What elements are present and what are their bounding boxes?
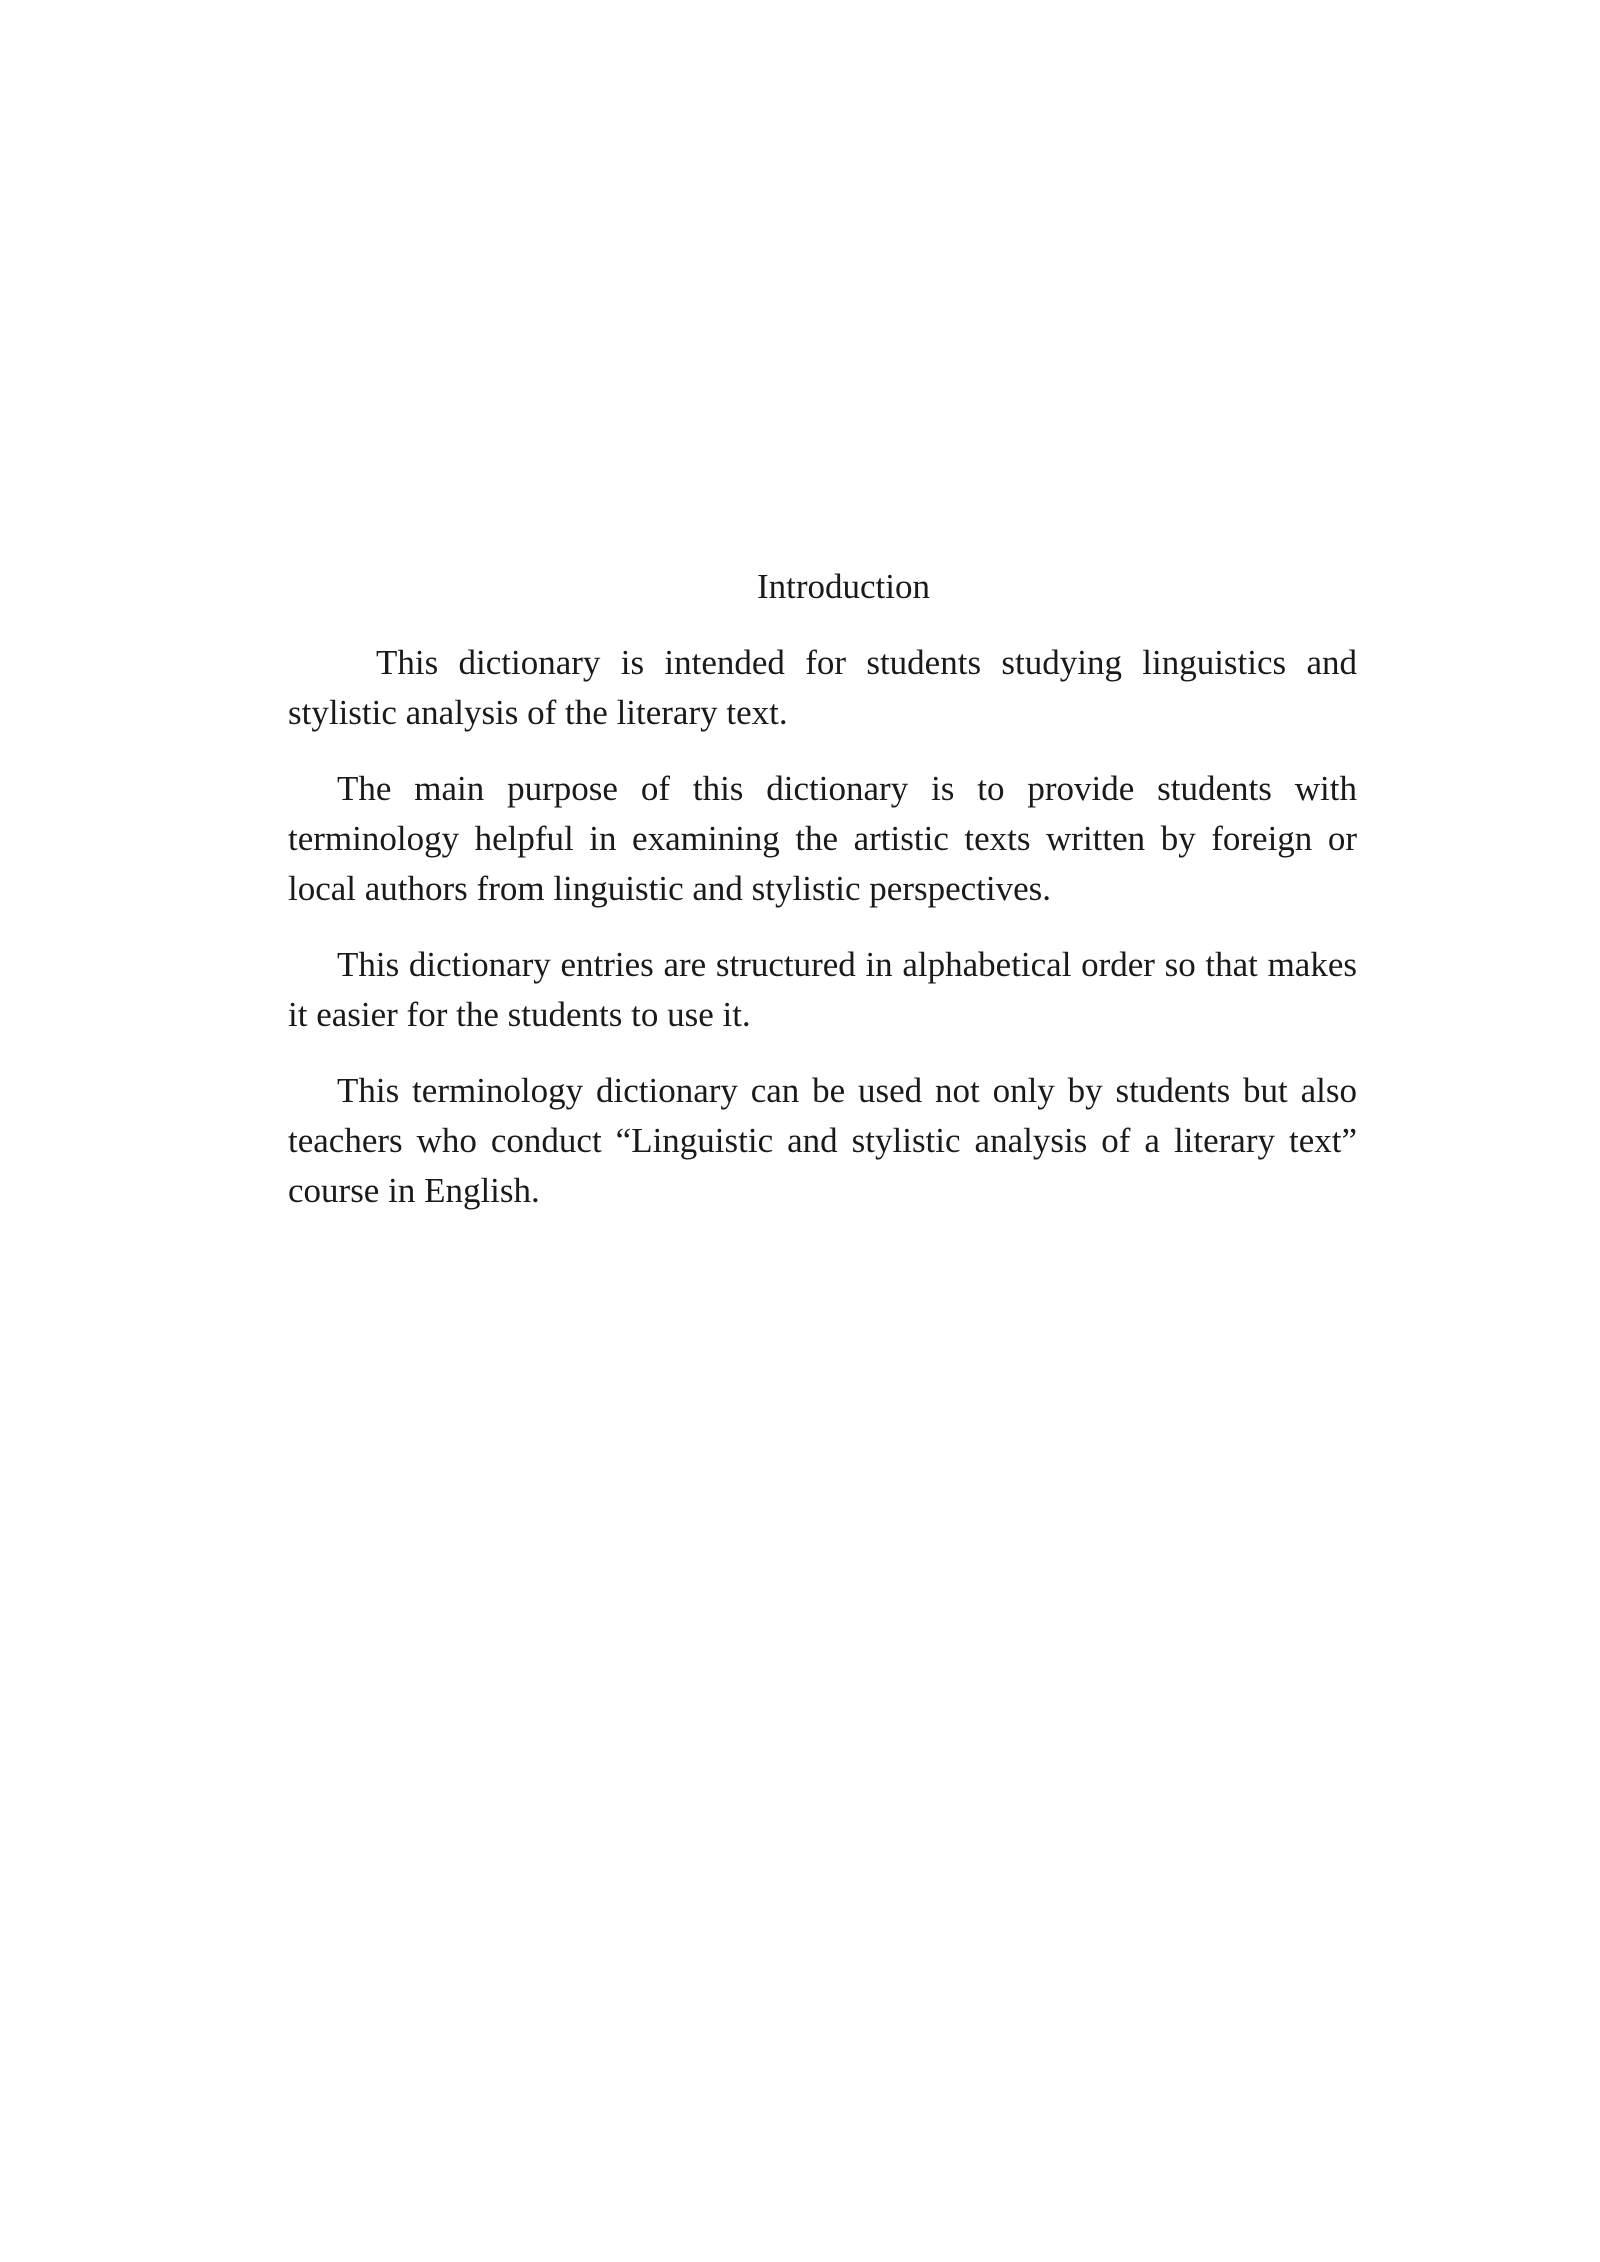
- paragraph-usage: This terminology dictionary can be used not only by students but also teachers who conduct “Linguistic and stylistic analysis of a literary text” course in English.: [288, 1071, 1357, 1210]
- paragraph-structure: This dictionary entries are structured in alphabetical order so that makes it easier for the students to use it.: [288, 945, 1357, 1034]
- document-body: [288, 562, 1357, 1242]
- paragraph-intended-audience: This dictionary is intended for students studying linguistics and stylistic analysis of the literary text.: [288, 643, 1357, 732]
- paragraph-main-purpose: The main purpose of this dictionary is to provide students with terminology helpful in examining the artistic texts written by foreign or local authors from linguistic and stylistic perspectives.: [288, 769, 1357, 908]
- page-title: Introduction: [756, 567, 931, 606]
